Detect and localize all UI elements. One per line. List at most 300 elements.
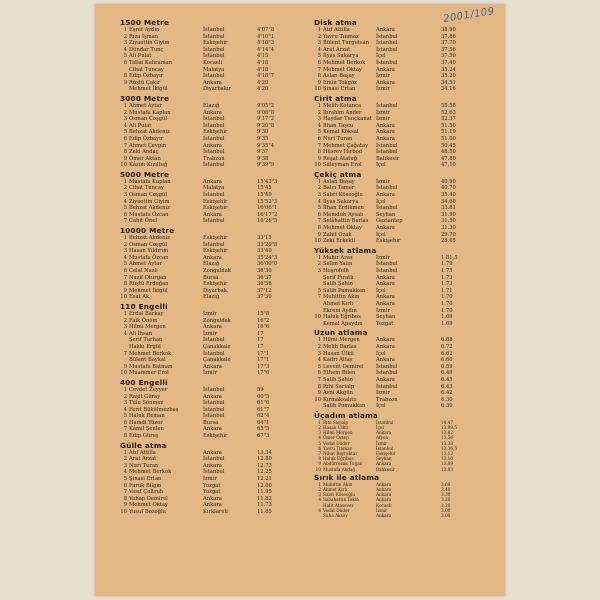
result-row <box>120 324 313 331</box>
athlete-name: Osman Coşgül <box>129 192 167 199</box>
athlete-name: Kırmaksalıto <box>323 396 357 403</box>
athlete-city: İzmir <box>376 73 390 80</box>
athlete-name: Raşit Güray <box>129 393 161 400</box>
rank-number: 8 <box>123 149 127 156</box>
result-value: 37.70 <box>441 40 456 47</box>
rank-number: 5 <box>123 261 127 268</box>
result-value: 9'20"8 <box>257 122 275 129</box>
result-row <box>314 123 499 130</box>
rank-number: 9 <box>123 363 127 370</box>
athlete-name: Haluk Reman <box>129 413 165 420</box>
athlete-name: Yavru Tınmaz <box>323 445 352 451</box>
result-value: 1.73 <box>441 281 453 288</box>
athlete-name: Tallâi Kahraman <box>129 59 173 66</box>
rank-number: 2 <box>123 185 127 192</box>
rank-number: 4 <box>123 254 127 261</box>
result-value: 12.73 <box>257 462 272 469</box>
event-section <box>314 94 499 169</box>
athlete-city: İçel <box>376 162 386 169</box>
result-row <box>120 344 313 351</box>
result-row <box>314 143 499 150</box>
rank-number: 9 <box>123 155 127 162</box>
rank-number: 8 <box>123 73 127 80</box>
result-value: 64"1 <box>257 419 270 426</box>
rank-number: 7 <box>317 142 321 149</box>
athlete-city: İstanbul <box>203 337 225 344</box>
rank-number: 10 <box>120 509 127 515</box>
athlete-city: İstanbul <box>376 149 398 156</box>
athlete-name: Şerif Fıratlı <box>323 274 354 281</box>
result-row <box>314 80 499 87</box>
athlete-city: İstanbul <box>203 350 225 357</box>
athlete-city: Diyarbakır <box>203 86 232 93</box>
athlete-city: Eskişehir <box>376 238 401 245</box>
rank-number: 7 <box>317 294 321 301</box>
athlete-city: İstanbul <box>203 122 225 129</box>
result-row <box>120 162 313 169</box>
rank-number: 6 <box>123 482 127 489</box>
result-row <box>314 27 499 34</box>
rank-number: 7 <box>317 376 321 383</box>
result-row <box>314 351 499 358</box>
result-row <box>120 489 313 496</box>
athlete-name: Rıhi Sarialp <box>323 383 355 390</box>
result-value: 38.90 <box>441 27 456 33</box>
result-row <box>314 314 499 321</box>
athlete-name: Yavru Tınmaz <box>323 33 359 40</box>
event-section <box>314 246 499 328</box>
athlete-name: İlhan Erdikmen <box>323 205 364 212</box>
athlete-city: İstanbul <box>203 469 225 476</box>
result-value: 35'24"3 <box>257 254 278 261</box>
athlete-name: Hamdi Yüzer <box>129 419 163 426</box>
rank-number: 3 <box>317 116 321 123</box>
result-row <box>314 136 499 143</box>
result-row <box>314 53 499 60</box>
athlete-city: Ankara <box>376 294 395 301</box>
result-value: 47.10 <box>441 162 456 169</box>
rank-number: 3 <box>317 192 321 199</box>
result-value: 67"3 <box>257 433 270 440</box>
athlete-name: Ziyaettin Giyim <box>129 40 170 47</box>
athlete-name: Cihat Tuncay <box>129 185 164 192</box>
athlete-city: Ankara <box>203 363 222 370</box>
athlete-city: Ankara <box>376 66 395 73</box>
result-value: 16'06"1 <box>257 205 278 212</box>
athlete-name: Yusuf Bozoğlu <box>129 509 166 515</box>
result-value: 62"4 <box>257 413 270 420</box>
result-row <box>314 225 499 232</box>
athlete-name: Şinasi Ertan <box>323 86 356 93</box>
result-value: 11.82 <box>257 495 272 502</box>
result-value: 4'18 <box>257 66 269 73</box>
result-value: 31.30 <box>441 225 456 232</box>
result-row <box>314 255 499 262</box>
result-row <box>314 294 499 301</box>
athlete-name: Edip Özbayır <box>129 135 164 142</box>
result-row <box>120 357 313 364</box>
athlete-city: İstanbul <box>376 268 398 274</box>
event-section <box>120 94 313 169</box>
rank-number: 3 <box>317 268 321 274</box>
result-row <box>120 261 313 268</box>
result-value: 4'14"4 <box>257 46 275 53</box>
result-row <box>120 496 313 503</box>
athlete-city: Kocaeli <box>203 59 223 66</box>
result-value: 31.50 <box>441 218 456 225</box>
rank-number: 2 <box>317 343 321 350</box>
rank-number: 5 <box>123 476 127 483</box>
athlete-name: Mehmet Berkok <box>323 59 366 66</box>
athlete-name: Selâhattin Barlas <box>323 218 369 225</box>
result-row <box>120 60 313 67</box>
rank-number: 9 <box>317 231 321 238</box>
rank-number: 2 <box>123 317 127 324</box>
rank-number: 4 <box>123 330 127 337</box>
athlete-city: Eskişehir <box>376 451 396 456</box>
athlete-city: Eskişehir <box>203 205 228 212</box>
athlete-name: Mehmet İkigül <box>129 86 168 93</box>
rank-number: 9 <box>318 461 321 467</box>
athlete-city: Kocaeli <box>376 502 392 508</box>
rank-number: 5 <box>123 53 127 60</box>
result-row <box>314 390 499 397</box>
athlete-city: Ankara <box>376 461 392 467</box>
result-value: 1.75 <box>441 268 453 274</box>
athlete-name: Ali Pulat <box>129 53 152 60</box>
athlete-name: Vasıf Çoltruh <box>129 489 164 496</box>
athlete-city: Yozgat <box>376 320 394 327</box>
rank-number: 8 <box>123 281 127 288</box>
athlete-city: İstanbul <box>203 33 225 40</box>
result-value: 29.70 <box>441 231 456 238</box>
athlete-name: Muhittin Akın <box>323 294 360 301</box>
result-value: 12.21 <box>257 476 272 483</box>
rank-number: 2 <box>123 33 127 40</box>
result-value: 6.72 <box>441 343 453 350</box>
athlete-name: Nazif Oturgan <box>129 274 167 281</box>
athlete-city: Ankara <box>376 337 395 344</box>
result-value: 9'08"8 <box>257 109 275 116</box>
result-value: 51.19 <box>441 129 456 136</box>
rank-number: 3 <box>123 116 127 123</box>
event-title: 1500 Metre <box>120 18 170 27</box>
athlete-city: İstanbul <box>203 135 225 142</box>
athlete-city: İstanbul <box>376 33 398 40</box>
result-value: 47.80 <box>441 155 456 162</box>
athlete-city: Balıkesir <box>376 466 395 472</box>
result-row <box>314 103 499 110</box>
result-row <box>314 129 499 136</box>
result-value: 4'07"8 <box>257 27 275 33</box>
athlete-city: Ankara <box>203 449 222 456</box>
athlete-name: Cevdet Zeyyer <box>129 386 168 393</box>
athlete-name: Hilmi Mergen <box>323 430 353 436</box>
result-value: 33'20"8 <box>257 241 278 248</box>
result-value: 17 <box>257 343 264 350</box>
result-value: 4'15 <box>257 53 269 60</box>
result-value: 15'52"3 <box>257 198 278 205</box>
result-row <box>314 364 499 371</box>
rank-number: 5 <box>317 363 321 370</box>
event-title: Çekiç atma <box>314 169 362 179</box>
athlete-city: İstanbul <box>203 162 225 169</box>
athlete-name: Ahmet Kırlı <box>323 486 348 492</box>
athlete-city: İstanbul <box>203 386 225 393</box>
athlete-name: Zeki Erkekli <box>323 238 356 245</box>
athlete-name: Haluk Eğribos <box>323 314 361 321</box>
result-row <box>120 433 313 440</box>
rank-number: 7 <box>123 274 127 281</box>
rank-number: 5 <box>318 440 321 446</box>
result-row <box>314 268 499 275</box>
result-value: 35.40 <box>441 192 456 199</box>
rank-number: 2 <box>317 109 321 116</box>
athlete-name: Emin Tokgöz <box>323 79 357 86</box>
athlete-name: Melih Barlas <box>323 343 357 350</box>
rank-number: 4 <box>318 497 321 503</box>
rank-number: 1 <box>318 481 321 487</box>
rank-number: 10 <box>314 162 321 169</box>
athlete-city: İstanbul <box>376 185 398 192</box>
athlete-name: Hilmi Mergen <box>323 337 360 344</box>
athlete-city: İstanbul <box>203 116 225 123</box>
rank-number: 9 <box>123 502 127 509</box>
athlete-city: Malatya <box>203 185 225 192</box>
result-value: 6.43 <box>441 383 453 390</box>
athlete-name: Aslan Başay <box>323 178 355 185</box>
result-row <box>314 377 499 384</box>
rank-number: 1 <box>123 178 127 185</box>
athlete-name: Nihat Bayraktar <box>323 451 358 456</box>
result-row <box>120 192 313 199</box>
athlete-city: Yozgat <box>203 482 221 489</box>
rank-number: 6 <box>317 211 321 218</box>
athlete-name: Hoşrofelh <box>323 268 349 274</box>
event-title: Uzun atlama <box>314 328 368 338</box>
result-value: 3.00 <box>441 507 451 513</box>
athlete-name: Zahit Ozak <box>323 231 352 238</box>
result-value: 40.70 <box>441 185 456 192</box>
result-row <box>120 476 313 483</box>
athlete-city: Ankara <box>376 281 395 288</box>
athlete-city: Seyhan <box>376 314 396 321</box>
rank-number: 6 <box>318 507 321 513</box>
result-value: 1.70 <box>441 300 453 307</box>
rank-number: 3 <box>317 350 321 357</box>
athlete-city: Ankara <box>376 486 392 492</box>
result-value: 6.42 <box>441 390 453 397</box>
athlete-city: İstanbul <box>203 400 225 407</box>
result-row <box>314 67 499 74</box>
athlete-city: Bursa <box>203 419 219 426</box>
result-value: 14.47 <box>441 419 453 425</box>
athlete-city: İstanbul <box>203 27 225 33</box>
athlete-city: Balıkesir <box>376 155 400 162</box>
result-value: 1.71 <box>441 287 453 294</box>
result-value: 4'10"1 <box>257 33 275 40</box>
rank-number: 9 <box>317 390 321 397</box>
athlete-name: Vedat Düder <box>323 507 350 513</box>
result-row <box>120 116 313 123</box>
result-row <box>314 384 499 391</box>
result-row <box>314 357 499 364</box>
result-row <box>120 268 313 275</box>
rank-number: 5 <box>123 129 127 136</box>
event-title: Sırık ile atlama <box>314 472 380 482</box>
athlete-name: Atıf Attilla <box>129 449 156 456</box>
athlete-city: Ankara <box>376 430 392 436</box>
result-value: 9'38 <box>257 155 269 162</box>
result-value: 61"6 <box>257 400 270 407</box>
rank-number: 8 <box>123 495 127 502</box>
result-row <box>314 321 499 328</box>
result-value: 17 <box>257 337 264 344</box>
event-section <box>314 411 499 472</box>
athlete-name: Mehmet Oktay <box>129 502 168 509</box>
result-value: 9'30 <box>257 129 269 136</box>
result-row <box>120 294 313 301</box>
result-row <box>120 218 313 225</box>
athlete-city: Gaziantep <box>376 218 403 225</box>
result-row <box>314 60 499 67</box>
event-title: 400 Engelli <box>120 377 168 387</box>
rank-number: 8 <box>317 149 321 156</box>
athlete-city: İstanbul <box>376 46 398 53</box>
athlete-name: Mehmet Çağatay <box>323 142 369 149</box>
athlete-name: Sabri Köseoğlu <box>323 192 363 199</box>
result-row <box>314 179 499 186</box>
rank-number: 7 <box>123 350 127 357</box>
result-row <box>314 344 499 351</box>
athlete-city: Zonguldak <box>203 317 231 324</box>
athlete-name: Behzat Akdeniz <box>129 205 170 212</box>
rank-number: 7 <box>123 218 127 225</box>
athlete-name: Salih Şahin <box>323 281 353 288</box>
result-value: 37.40 <box>441 59 456 66</box>
athlete-name: Nuri Turan <box>129 462 159 469</box>
athlete-city: İstanbul <box>376 370 398 377</box>
athlete-city: İstanbul <box>376 59 398 66</box>
rank-number: 4 <box>317 198 321 205</box>
result-value: 6.45 <box>441 376 453 383</box>
athlete-name: Mehmet Oktay <box>323 66 362 73</box>
athlete-name: Mustafa Özcan <box>129 211 169 218</box>
athlete-city: Ankara <box>376 122 395 129</box>
athlete-name: Bülent Turgutsan <box>323 40 370 47</box>
rank-number: 4 <box>123 122 127 129</box>
result-value: 35.24 <box>441 66 456 73</box>
athlete-name: İlyas Sakarya <box>323 53 359 60</box>
result-row <box>120 483 313 490</box>
result-row <box>120 40 313 47</box>
result-value: 9'39"9 <box>257 162 275 169</box>
athlete-city: Ankara <box>376 79 395 86</box>
athlete-name: Halit Atasever <box>323 502 354 508</box>
result-value: 13.99,5 <box>441 425 457 431</box>
result-row <box>120 86 313 93</box>
rank-number: 5 <box>123 205 127 212</box>
athlete-name: Mustafa Kaplan <box>129 178 171 185</box>
athlete-city: İstanbul <box>203 73 225 80</box>
athlete-city: İstanbul <box>376 445 394 451</box>
rank-number: 6 <box>123 268 127 274</box>
result-value: 37'12 <box>257 287 272 294</box>
result-value: 13.36,5 <box>441 445 457 451</box>
result-value: 36'37 <box>257 274 272 281</box>
rank-number: 5 <box>317 53 321 60</box>
athlete-city: Ankara <box>376 343 395 350</box>
rank-number: 9 <box>123 287 127 294</box>
athlete-name: Atıf Attilla <box>323 27 350 33</box>
rank-number: 7 <box>317 218 321 225</box>
result-row <box>120 248 313 255</box>
athlete-name: Ahmet Aytar <box>129 102 162 109</box>
athlete-city: Trabzon <box>376 396 398 403</box>
result-value: 33'40 <box>257 248 272 255</box>
athlete-city: İçel <box>376 53 386 60</box>
rank-number: 3 <box>318 492 321 498</box>
result-value: 51.50 <box>441 122 456 129</box>
result-row <box>120 123 313 130</box>
rank-number: 1 <box>317 178 321 185</box>
rank-number: 1 <box>317 27 321 33</box>
athlete-name: Vahap Demirel <box>129 495 168 502</box>
rank-number: 6 <box>317 135 321 142</box>
rank-number: 2 <box>123 109 127 116</box>
result-value: 33.81 <box>441 205 456 212</box>
result-row <box>120 53 313 60</box>
result-value: 13.12 <box>441 451 453 456</box>
result-row <box>314 110 499 117</box>
result-value: 3.30 <box>441 492 451 498</box>
athlete-city: İzmir <box>376 440 388 446</box>
archive-stamp: 2001/109 <box>442 6 496 25</box>
athlete-city: İstanbul <box>376 142 398 149</box>
athlete-city: İstanbul <box>376 102 398 109</box>
athlete-name: Selim Yalın <box>323 261 353 268</box>
event-section <box>120 226 313 301</box>
athlete-city: İstanbul <box>203 46 225 53</box>
result-value: 3.00 <box>441 512 451 518</box>
result-row <box>120 136 313 143</box>
athlete-city: Ankara <box>203 502 222 509</box>
athlete-name: Tulu Sönmez <box>129 400 164 407</box>
rank-number: 6 <box>123 135 127 142</box>
athlete-city: İstanbul <box>376 205 398 212</box>
rank-number: 2 <box>123 241 127 248</box>
result-row <box>314 232 499 239</box>
rank-number: 4 <box>318 435 321 441</box>
result-value: 3.20 <box>441 497 451 503</box>
result-value: 9'37 <box>257 149 269 156</box>
result-value: 11.95 <box>257 489 272 496</box>
event-section <box>314 170 499 245</box>
athlete-name: Mehmet İkigül <box>129 287 168 294</box>
rank-number: 6 <box>317 370 321 377</box>
result-row <box>314 281 499 288</box>
rank-number: 2 <box>317 261 321 268</box>
result-value: 11.65 <box>257 509 272 515</box>
athlete-city: İstanbul <box>203 241 225 248</box>
athlete-name: Mustafa Akdağ <box>323 466 356 472</box>
athlete-name: Suha Aksoy <box>323 512 348 518</box>
result-value: 1.70 <box>441 307 453 314</box>
athlete-city: Ankara <box>376 225 395 232</box>
result-row <box>120 456 313 463</box>
result-value: 52.63 <box>441 109 456 116</box>
result-value: 34.16 <box>441 86 456 93</box>
